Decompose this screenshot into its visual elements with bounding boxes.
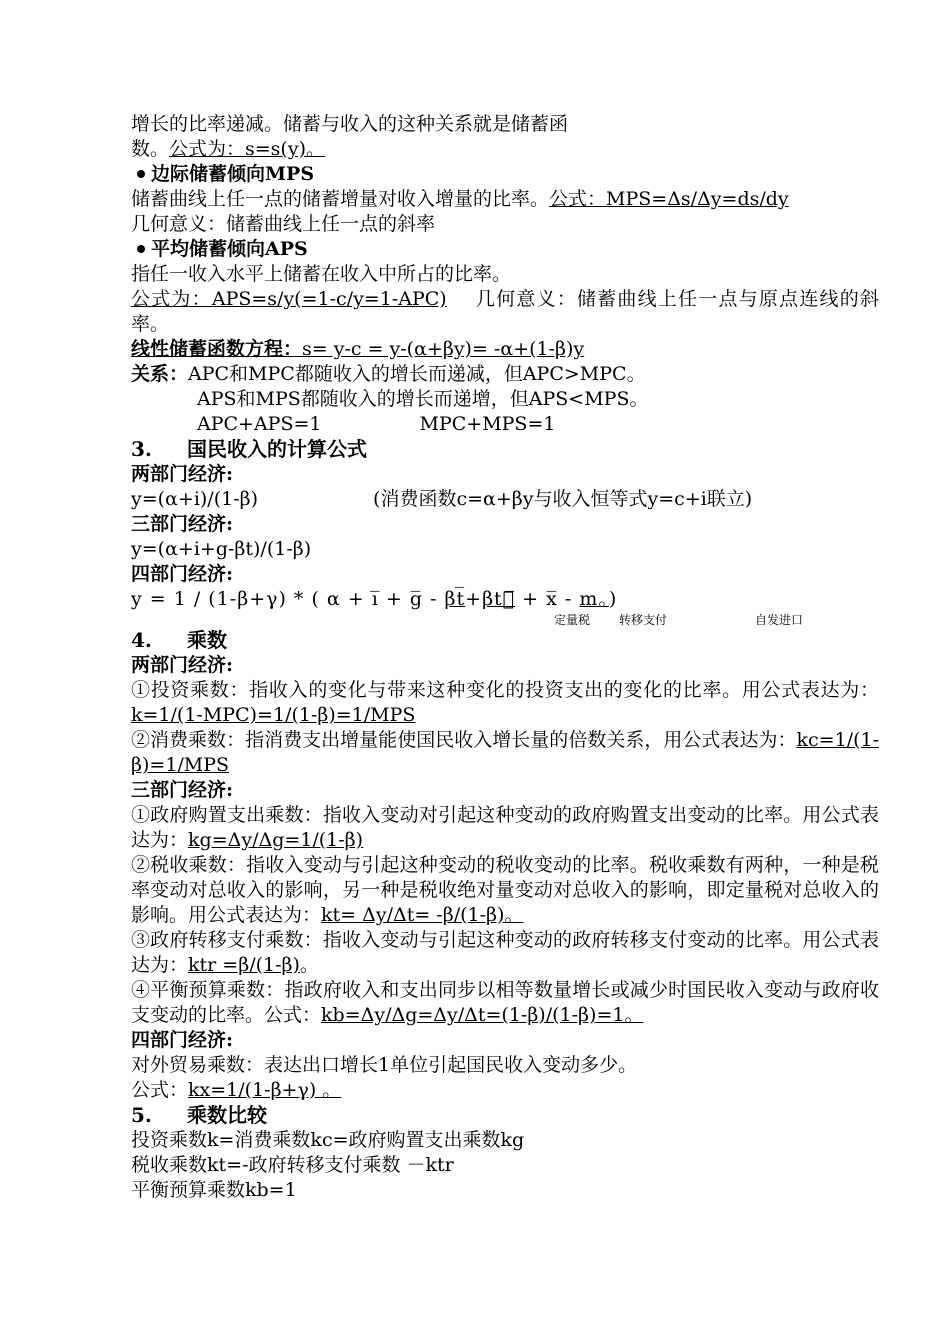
formula: k=1/(1-MPC)=1/(1-β)=1/MPS: [131, 704, 416, 726]
subheading: 两部门经济:: [131, 654, 234, 676]
text-line: 线性储蓄函数方程：s= y-c = y-(α+βy)= -α+(1-β)y: [131, 338, 585, 360]
text-line: 增长的比率递减。储蓄与收入的这种关系就是储蓄函: [131, 113, 569, 135]
paragraph: ④平衡预算乘数：指政府收入和支出同步以相等数量增长或减少时国民收入变动与政府收支变动的比率。公式：kb=Δy/Δg=Δy/Δt=(1-β)/(1-β)=1。: [131, 979, 879, 1026]
note-transfer: 转移支付: [619, 613, 668, 627]
formula: ktr =β/(1-β): [188, 954, 300, 976]
text-line: APS和MPS都随收入的增长而递增，但APS<MPS。: [197, 388, 649, 410]
text-line: 数。公式为：s=s(y)。: [131, 138, 325, 160]
formula: kt= Δy/Δt= -β/(1-β)。: [321, 904, 524, 926]
paragraph: ②税收乘数：指收入变动与引起这种变动的税收变动的比率。税收乘数有两种，一种是税率变动对总收入的影响，另一种是税收绝对量变动对总收入的影响，即定量税对总收入的影响。用公式表达为：kt= Δy/Δt= -β/(1-β)。: [131, 854, 879, 926]
formula: kc=1/(1-β)=1/MPS: [131, 729, 879, 776]
section-heading: 5. 乘数比较: [131, 1103, 267, 1127]
note-fixed-tax: 定量税: [554, 613, 591, 627]
bullet-icon: [137, 170, 145, 178]
note-import: 自发进口: [755, 613, 804, 627]
formula: s= y-c = y-(α+βy)= -α+(1-β)y: [302, 338, 585, 360]
formula: 公式为：s=s(y)。: [169, 138, 325, 160]
paragraph: 公式为：APS=s/y(=1-c/y=1-APC) 几何意义：储蓄曲线上任一点与原点连线的斜率。: [131, 288, 879, 335]
text-line: 关系：APC和MPC都随收入的增长而递减，但APC>MPC。: [131, 363, 646, 385]
subheading: 四部门经济:: [131, 563, 234, 585]
formula-notes: [131, 612, 879, 628]
text-line: 平衡预算乘数kb=1: [131, 1179, 297, 1201]
bullet-heading: 边际储蓄倾向MPS: [131, 162, 879, 187]
text-line: 几何意义：储蓄曲线上任一点的斜率: [131, 213, 436, 235]
text-line: APC+APS=1 MPC+MPS=1: [197, 413, 556, 435]
bullet-icon: [137, 245, 145, 253]
text-line: 税收乘数kt=-政府转移支付乘数 －ktr: [131, 1154, 454, 1176]
subheading: 两部门经济:: [131, 463, 234, 485]
formula: kg=Δy/Δg=1/(1-β): [188, 829, 364, 851]
text-line: y=(α+i)/(1-β) (消费函数c=α+βy与收入恒等式y=c+i联立): [131, 488, 753, 510]
text-line: 对外贸易乘数：表达出口增长1单位引起国民收入变动多少。: [131, 1054, 638, 1076]
paragraph: 储蓄曲线上任一点的储蓄增量对收入增量的比率。公式：MPS=Δs/Δy=ds/dy: [131, 188, 789, 210]
subheading: 三部门经济:: [131, 779, 234, 801]
formula: 公式：MPS=Δs/Δy=ds/dy: [549, 188, 789, 210]
section-heading: 3. 国民收入的计算公式: [131, 437, 367, 461]
bullet-heading: 平均储蓄倾向APS: [131, 237, 879, 262]
text-line: 公式：kx=1/(1-β+γ) 。: [131, 1079, 342, 1101]
paragraph: ①投资乘数：指收入的变化与带来这种变化的投资支出的变化的比率。用公式表达为：k=1/(1-MPC)=1/(1-β)=1/MPS: [131, 679, 879, 726]
paragraph: ②消费乘数：指消费支出增量能使国民收入增长量的倍数关系，用公式表达为：kc=1/(1-β)=1/MPS: [131, 729, 879, 776]
paragraph: ①政府购置支出乘数：指收入变动对引起这种变动的政府购置支出变动的比率。用公式表达为：kg=Δy/Δg=1/(1-β): [131, 804, 879, 851]
subheading: 三部门经济:: [131, 513, 234, 535]
formula: kb=Δy/Δg=Δy/Δt=(1-β)/(1-β)=1。: [321, 1004, 644, 1026]
formula: kx=1/(1-β+γ) 。: [188, 1079, 342, 1101]
formula: y=(α+i+g-βt)/(1-β): [131, 538, 312, 560]
document-page: [131, 112, 879, 1203]
formula: y = 1 / (1-β+γ) * ( α + i + g - βt+βt。 + x - m。): [131, 588, 618, 610]
formula: 公式为：APS=s/y(=1-c/y=1-APC): [131, 288, 447, 310]
text-line: 投资乘数k=消费乘数kc=政府购置支出乘数kg: [131, 1129, 525, 1151]
paragraph: ③政府转移支付乘数：指收入变动与引起这种变动的政府转移支付变动的比率。用公式表达为：ktr =β/(1-β)。: [131, 929, 879, 976]
text-line: 指任一收入水平上储蓄在收入中所占的比率。: [131, 263, 512, 285]
section-heading: 4. 乘数: [131, 628, 227, 652]
subheading: 四部门经济:: [131, 1029, 234, 1051]
